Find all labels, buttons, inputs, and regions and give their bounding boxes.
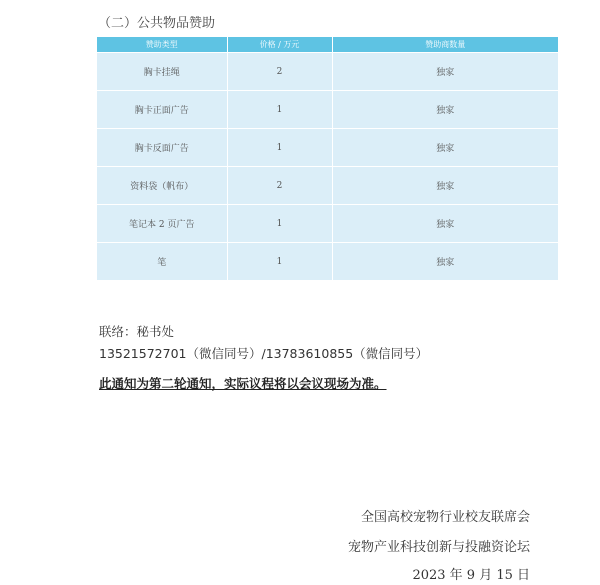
signature-org-forum: 宠物产业科技创新与投融资论坛 <box>347 540 530 555</box>
cell-count: 独家 <box>332 167 558 205</box>
table-row <box>97 243 558 281</box>
contact-phones: 13521572701（微信同号）/13783610855（微信同号） <box>99 346 429 361</box>
cell-type: 胸卡正面广告 <box>97 91 227 129</box>
signature-date: 2023 年 9 月 15 日 <box>412 568 530 583</box>
cell-price: 1 <box>227 205 332 243</box>
cell-type: 胸卡挂绳 <box>97 53 227 91</box>
notice-text: 此通知为第二轮通知，实际议程将以会议现场为准。 <box>99 376 387 391</box>
table-row <box>97 91 558 129</box>
table-row <box>97 205 558 243</box>
cell-price: 2 <box>227 167 332 205</box>
cell-type: 笔 <box>97 243 227 281</box>
header-sponsor-type: 赞助类型 <box>97 37 227 53</box>
table-row <box>97 167 558 205</box>
cell-count: 独家 <box>332 205 558 243</box>
cell-price: 2 <box>227 53 332 91</box>
cell-type: 胸卡反面广告 <box>97 129 227 167</box>
cell-price: 1 <box>227 91 332 129</box>
table-row <box>97 53 558 91</box>
signature-org-alumni: 全国高校宠物行业校友联席会 <box>360 510 530 525</box>
cell-count: 独家 <box>332 243 558 281</box>
cell-price: 1 <box>227 243 332 281</box>
header-price: 价格 / 万元 <box>227 37 332 53</box>
table-header-row <box>97 37 558 53</box>
cell-price: 1 <box>227 129 332 167</box>
cell-type: 笔记本 2 页广告 <box>97 205 227 243</box>
sponsorship-table <box>97 37 558 280</box>
cell-count: 独家 <box>332 53 558 91</box>
header-sponsor-count: 赞助商数量 <box>332 37 558 53</box>
cell-count: 独家 <box>332 91 558 129</box>
section-title: （二）公共物品赞助 <box>98 16 216 31</box>
cell-count: 独家 <box>332 129 558 167</box>
cell-type: 资料袋（帆布） <box>97 167 227 205</box>
contact-label: 联络：秘书处 <box>99 324 175 339</box>
table-row <box>97 129 558 167</box>
